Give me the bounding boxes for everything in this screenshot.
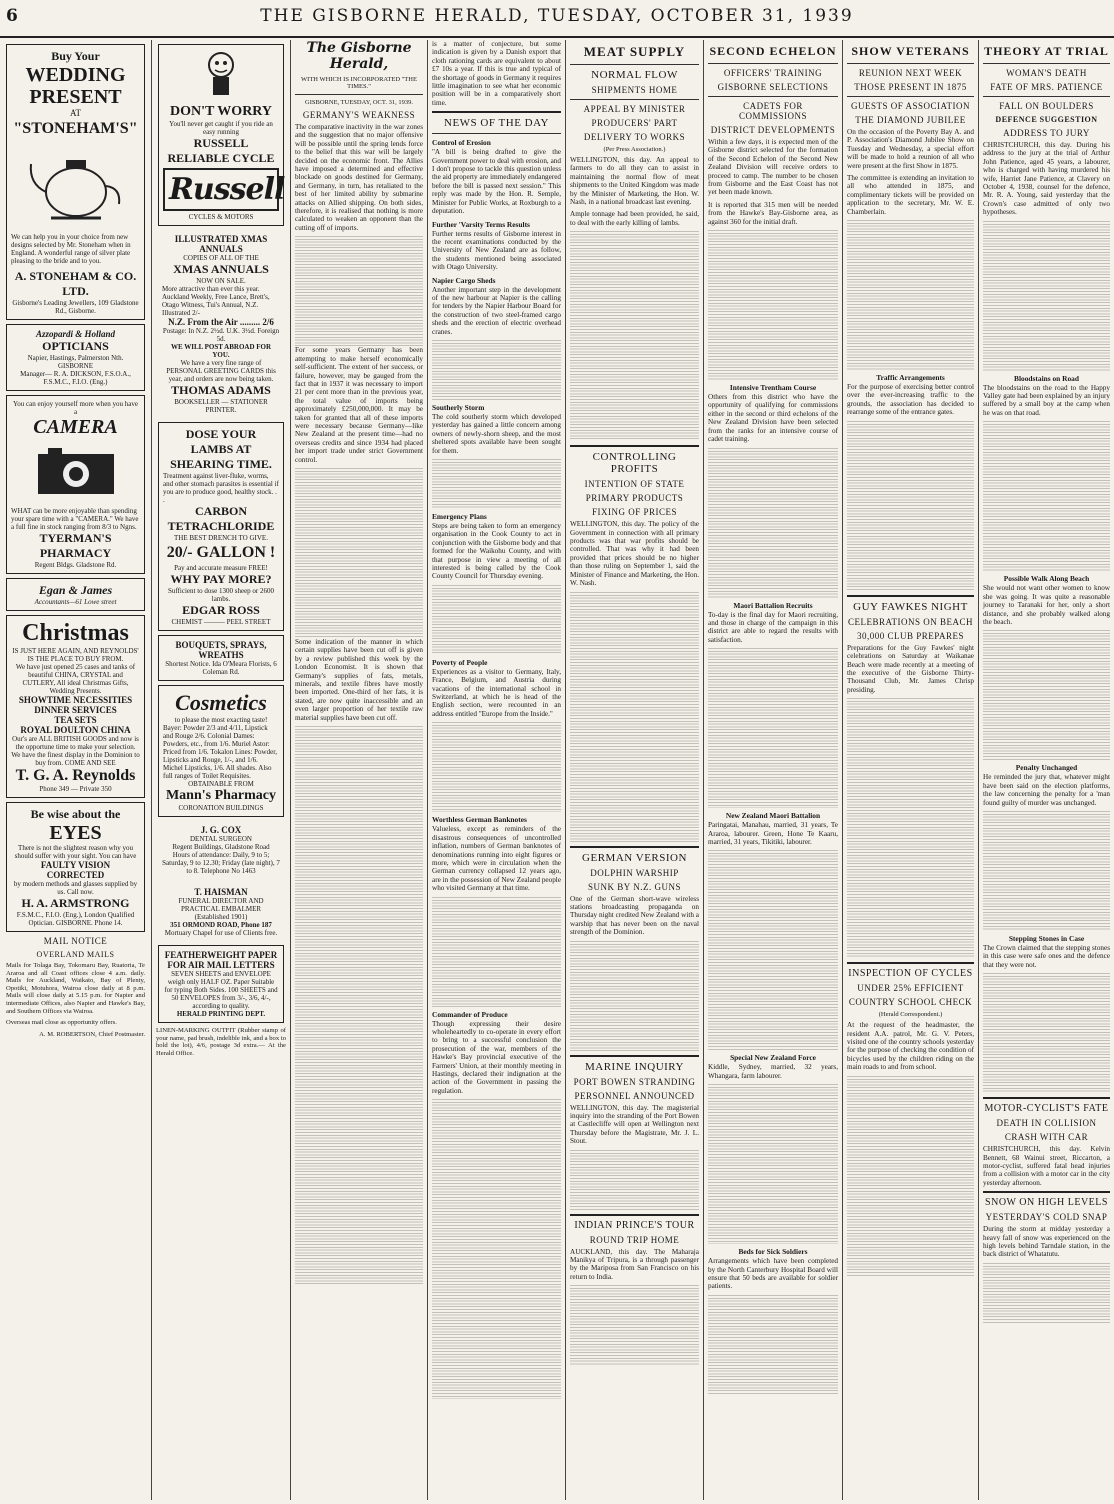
adams-ad-l3: XMAS ANNUALS (173, 262, 269, 276)
veterans-p1: On the occasion of the Poverty Bay A. and P. Association's Diamond Jubilee Show on Tuesday and Wednesday, a special effort will be made to hold a reunion of all who were present at the first Show in 1875. (847, 128, 974, 170)
russell-ad-headline: DON'T WORRY (169, 104, 273, 119)
profits-headline-2: INTENTION OF STATE (584, 479, 685, 490)
armstrong-faulty: FAULTY VISION CORRECTED (40, 860, 111, 880)
veterans-p2: The committee is extending an invitation to all who attended in 1875, and complimentary tickets will be provided on application to the secretary, Mr. W. E. Chamberlain. (847, 174, 974, 216)
paper-body: SEVEN SHEETS and ENVELOPE weigh only HALF OZ. Paper Suitable for typing Both Sides. 100 SHEETS and 50 ENVELOPES from 3/-, 3/6, 4/-, according to quality. (164, 970, 278, 1010)
azzopardi-ad-address: Napier, Hastings, Palmerston Nth. GISBORNE (27, 354, 124, 370)
echelon-headline-3: GISBORNE SELECTIONS (717, 82, 829, 92)
profits-p1: WELLINGTON, this day. The policy of the Government in connection with all primary products was that war profits should be controlled. That was why it had been provided that prices should be no higher than those ruling on September 1, said the Minister of Finance and Marketing, the Hon. W. Nash. (570, 520, 699, 588)
profits-headline-4: FIXING OF PRICES (591, 507, 677, 518)
adams-ad-post: Postage: In N.Z. 2½d. U.K. 3½d. Foreign 5d. (162, 327, 280, 343)
cycles-headline-3: COUNTRY SCHOOL CHECK (848, 997, 973, 1008)
adams-ad (158, 230, 284, 418)
echelon-sub-trentham: Intensive Trentham Course (729, 383, 817, 393)
armstrong-firm: H. A. ARMSTRONG (21, 896, 130, 910)
ross-ad-firm-sub: CHEMIST ——— PEEL STREET (171, 618, 271, 626)
stoneham-ad-buy: Buy Your (51, 49, 100, 63)
cox-ad (158, 821, 284, 879)
prince-p1: AUCKLAND, this day. The Maharaja Manikya of Tripura, is a through passenger by the Mariposa from San Francisco on his return to India. (570, 1247, 699, 1281)
guy-fawkes-headline-3: 30,000 CLUB PREPARES (857, 630, 964, 641)
adams-ad-post-2: WE WILL POST ABROAD FOR YOU. (170, 343, 272, 359)
armstrong-body: There is not the slightest reason why you should suffer with your sight. You can have (14, 844, 137, 860)
egan-ad (6, 578, 145, 611)
paper-headline: FEATHERWEIGHT PAPER FOR AIR MAIL LETTERS (164, 950, 278, 970)
reynolds-dinner: DINNER SERVICES (34, 705, 117, 715)
mann-firm: Mann's Pharmacy (165, 788, 277, 803)
armstrong-sub: F.S.M.C., F.I.O. (Eng.), London Qualified Optician. GISBORNE. Phone 14. (16, 911, 135, 927)
column-3-editorial (291, 40, 428, 1500)
echelon-sub-beds: Beds for Sick Soldiers (738, 1247, 808, 1257)
tyerman-ad-camera: CAMERA (33, 416, 118, 438)
reynolds-showtime: SHOWTIME NECESSITIES (18, 695, 133, 705)
cosmetics-lead: to please the most exacting taste! (174, 716, 268, 724)
ross-ad-why: WHY PAY MORE? (170, 572, 272, 586)
russell-ad (158, 44, 284, 226)
news-sub-erosion: Control of Erosion (432, 138, 491, 148)
haisman-ad (158, 883, 284, 941)
marine-headline-2: PORT BOWEN STRANDING (573, 1076, 696, 1087)
echelon-headline-4: CADETS FOR COMMISSIONS (738, 101, 808, 121)
stoneham-ad-store: "STONEHAM'S" (13, 120, 138, 137)
cycles-headline-1: INSPECTION OF CYCLES (848, 968, 973, 980)
news-body-napier: Another important step in the development of the new harbour at Napier is the calling for tenders by the Napier Harbour Board for the construction of two steel-framed cargo sheds and the erection of electric overhead cranes. (432, 285, 561, 336)
german-headline-2: DOLPHIN WARSHIP (590, 867, 679, 878)
echelon-headline-1: SECOND ECHELON (709, 44, 837, 58)
veterans-headline-1: SHOW VETERANS (851, 44, 970, 58)
trial-sub-beach: Possible Walk Along Beach (1003, 574, 1090, 584)
column-5-news (566, 40, 704, 1500)
tyerman-ad-lead: You can enjoy yourself more when you have a (12, 400, 139, 416)
cox-body: Hours of attendance: Daily, 9 to 5; Saturday, 9 to 12.30; Friday (late night), 7 to 8. Telephone No 1463 (162, 851, 280, 875)
news-sub-varsity: Further 'Varsity Terms Results (432, 219, 530, 229)
mail-notice-sign: A. M. ROBERTSON, Chief Postmaster. (39, 1030, 145, 1038)
trial-headline-1: THEORY AT TRIAL (984, 44, 1109, 58)
egan-ad-sub: Accountants—61 Lowe street (34, 598, 117, 606)
marine-headline-3: PERSONNEL ANNOUNCED (574, 1090, 695, 1101)
ross-ad (158, 422, 284, 631)
azzopardi-ad (6, 324, 145, 391)
trial-body-bloodstains: The bloodstains on the road to the Happy Valley gate had been explained by an injury suffered by a small boy at the camp when he was on that road. (983, 383, 1110, 417)
meat-headline-4: APPEAL BY MINISTER (583, 104, 686, 114)
veterans-sub-traffic: Traffic Arrangements (876, 373, 945, 383)
russell-ad-product: RUSSELL RELIABLE CYCLE (167, 136, 275, 165)
motorcyclist-headline-2: DEATH IN COLLISION (996, 1118, 1097, 1129)
cox-address: Regent Buildings, Gladstone Road (172, 843, 270, 851)
snow-headline-2: YESTERDAY'S COLD SNAP (985, 1212, 1108, 1223)
adams-ad-firm-sub: BOOKSELLER — STATIONER PRINTER. (174, 398, 268, 414)
news-body-storm: The cold southerly storm which developed yesterday has gained a little concern among owners of newly-shorn sheep, and the most sheltered spots available have been sought for them. (432, 412, 561, 455)
haisman-name: T. HAISMAN (194, 887, 248, 897)
column-4-news (428, 40, 566, 1500)
azzopardi-ad-manager: Manager— R. A. DICKSON, F.S.O.A., F.S.M.C., F.I.O. (Eng.) (20, 370, 131, 386)
herald-paper-ad (158, 945, 284, 1023)
cycles-byline: (Herald Correspondent.) (878, 1011, 943, 1019)
ross-ad-product: CARBON TETRACHLORIDE (167, 504, 275, 533)
german-p1: One of the German short-wave wireless stations broadcasting propaganda on Thursday night credited New Zealand with a warship that has never been on the naval strength of the Dominion. (570, 894, 699, 937)
florist-ad (158, 635, 284, 681)
stoneham-ad-headline: WEDDING PRESENT (25, 64, 126, 108)
tyerman-ad-firm: TYERMAN'S PHARMACY (39, 531, 112, 560)
tyerman-ad (6, 395, 145, 574)
adams-ad-price: N.Z. From the Air ......... 2/6 (168, 317, 274, 327)
cosmetics-obtain: OBTAINABLE FROM (188, 780, 254, 788)
stoneham-ad (6, 44, 145, 320)
prince-headline-1: INDIAN PRINCE'S TOUR (574, 1219, 695, 1231)
news-sub-emergency: Emergency Plans (432, 512, 487, 521)
echelon-sub-special: Special New Zealand Force (730, 1053, 816, 1063)
news-body-erosion: "A bill is being drafted to give the Government power to deal with erosion, and I don't propose to tackle this question unless the aid property are immediately endangered before the bill is passed next session." This reply was made by the Hon. R. Semple, Minister for Public Works, at Roxburgh to a deputation. (432, 148, 561, 216)
marine-headline-1: MARINE INQUIRY (585, 1060, 684, 1073)
echelon-headline-5: DISTRICT DEVELOPMENTS (710, 125, 836, 135)
haisman-body: Mortuary Chapel for use of Clients free. (164, 929, 278, 937)
veterans-headline-2: REUNION NEXT WEEK (858, 68, 963, 78)
trial-headline-5: DEFENCE SUGGESTION (995, 115, 1098, 124)
ross-ad-body-2: Sufficient to dose 1300 sheep or 2600 lambs. (167, 587, 275, 603)
reynolds-phone: Phone 349 — Private 350 (39, 785, 112, 793)
mascot-icon (191, 49, 251, 99)
ross-ad-price-sub: Pay and accurate measure FREE! (174, 564, 268, 572)
guy-fawkes-p1: Preparations for the Guy Fawkes' night celebrations on Saturday at Waikanae Beach were made recently at a meeting of the executive of the Gisborne Thirty-Thousand Club, Mr. James Chrisp presiding. (847, 643, 974, 694)
trial-p1: CHRISTCHURCH, this day. During his address to the jury at the trial of Arthur John Patience, aged 45 years, a labourer, who is charged with having murdered his wife, Harriet Jane Patience, at Clavery on October 4, 1938, counsel for the defence, Mr. R. A. Young, said yesterday that the Crown's case admitted of only two hypotheses. (983, 141, 1110, 217)
reynolds-body-1: IS JUST HERE AGAIN, AND REYNOLDS' IS THE PLACE TO BUY FROM. (12, 647, 139, 663)
russell-ad-body: You'll never get caught if you ride an easy running (169, 120, 273, 136)
kettle-icon (21, 144, 131, 224)
snow-p1: During the storm at midday yesterday a heavy fall of snow was experienced on the high levels behind Tarndale station, in the back district of Whatatutu. (983, 1225, 1110, 1259)
meat-p1: WELLINGTON, this day. An appeal to farmers to do all they can to assist in maintaining the normal flow of meat shipments to the United Kingdom was made by the Minister of Marketing, the Hon. W. Nash, in a national broadcast last evening. (570, 156, 699, 207)
azzopardi-ad-name: Azzopardi & Holland (35, 329, 116, 339)
stoneham-ad-body: We can help you in your choice from new designs selected by Mr. Stoneham when in England. A wonderful range of silver plate pleasing to the bride and to you. (11, 233, 131, 265)
column-2-ads (152, 40, 291, 1500)
cycles-headline-2: UNDER 25% EFFICIENT (857, 983, 964, 994)
german-headline-3: SUNK BY N.Z. GUNS (588, 881, 681, 892)
news-sub-banknotes: Worthless German Banknotes (432, 815, 527, 825)
armstrong-ad (6, 802, 145, 932)
news-of-the-day-title: NEWS OF THE DAY (444, 117, 549, 130)
trial-sub-penalty: Penalty Unchanged (1015, 763, 1078, 773)
camera-icon (28, 440, 124, 500)
meat-headline-6: DELIVERY TO WORKS (583, 132, 686, 142)
adams-ad-l4: NOW ON SALE. (196, 277, 246, 285)
trial-headline-4: FALL ON BOULDERS (999, 101, 1094, 111)
mail-notice-sub: OVERLAND MAILS (36, 950, 115, 959)
column-1-ads (0, 40, 152, 1500)
ross-ad-drench: THE BEST DRENCH TO GIVE. (174, 534, 268, 542)
newspaper-masthead (0, 0, 1114, 38)
profits-headline-3: PRIMARY PRODUCTS (585, 493, 684, 504)
reynolds-ad (6, 615, 145, 798)
haisman-address: 351 ORMOND ROAD, Phone 187 (170, 921, 272, 929)
mail-notice-body: Mails for Tolaga Bay, Tokomaru Bay, Ruatoria, Te Araroa and all Coast offices close 4 a.m. daily. Mails for Auckland, Waikato, Bay of Plenty, Opotiki, Motuhora, Wairoa close daily at 8 p.m. Mails will close daily at 5.15 p.m. for Napier and intermediate Offices, also Napier and Hawke's Bay, and Southern Offices via Wairoa. (6, 962, 145, 1015)
stoneham-ad-at: AT (70, 108, 81, 118)
mail-notice-title: MAIL NOTICE (43, 936, 108, 946)
adams-ad-firm: THOMAS ADAMS (171, 383, 271, 397)
adams-ad-l1: ILLUSTRATED XMAS ANNUALS (174, 234, 268, 254)
meat-headline-5: PRODUCERS' PART (591, 118, 678, 128)
cosmetics-body: Bayer: Powder 2/3 and 4/11, Lipstick and Rouge 2/6. Colonial Dames: Powders, etc., from 1/6. Muriel Astor: Priced from 1/6. Tokalon Lines: Powder, Lipsticks and Rouge, 1/-, and 1/6. Michel Lipsticks, 1/6. All shades. Also full ranges of Toilet Requisites. (163, 724, 277, 780)
meat-headline-2: NORMAL FLOW (591, 69, 678, 81)
veterans-headline-5: THE DIAMOND JUBILEE (855, 115, 966, 125)
trial-body-penalty: He reminded the jury that, whatever might have been said on the election platforms, the law concerning the penalty for a 'man found guilty of murder was unchanged. (983, 773, 1110, 807)
snow-headline-1: SNOW ON HIGH LEVELS (985, 1197, 1108, 1209)
echelon-body-maori: To-day is the final day for Maori recruiting, and those in charge of the campaign in this district are able to regard the results with satisfaction. (708, 610, 838, 644)
herald-small-masthead-sub: WITH WHICH IS INCORPORATED "THE TIMES." (301, 76, 417, 90)
reynolds-doulton: ROYAL DOULTON CHINA (20, 725, 131, 735)
editorial-p3: Some indication of the manner in which certain supplies have been cut off is given by a review published this week by the London Economist. It is shown that Germany's supplies of fats, metals, minerals, and textile fibres have mostly been imported. One-third of her fats, it is stated, are now quite inaccessible and an even larger proportion of her textile raw material supplies have been cut off. (295, 637, 423, 722)
trial-headline-3: FATE OF MRS. PATIENCE (990, 82, 1103, 92)
cox-trade: DENTAL SURGEON (190, 835, 252, 843)
column-8-news (979, 40, 1114, 1500)
echelon-body-trentham: Others from this district who have the opportunity of qualifying for commissions either in the second or third echelons of the New Zealand Division have been selected from the ranks for an intensive course of cadet training. (708, 393, 838, 444)
trial-sub-bloodstains: Bloodstains on Road (1014, 373, 1079, 383)
echelon-headline-2: OFFICERS' TRAINING (723, 68, 823, 78)
ross-ad-headline: DOSE YOUR LAMBS AT SHEARING TIME. (170, 427, 272, 471)
ross-ad-price: 20/- GALLON ! (166, 544, 276, 561)
echelon-p1: Within a few days, it is expected men of the Gisborne district selected for the formation of the Second Echelon of the Second New Zealand Division will receive orders to proceed to camp. The number to be chosen from Gisborne and the East Coast has not yet been made known. (708, 138, 838, 197)
trial-sub-stones: Stepping Stones in Case (1008, 933, 1085, 943)
veterans-headline-4: GUESTS OF ASSOCIATION (850, 101, 971, 111)
tyerman-ad-address: Regent Bldgs. Gladstone Rd. (34, 561, 117, 569)
echelon-body-battalion: Paringatai, Manahau, married, 31 years, Te Araroa, labourer. Green, Hone Te Kaaru, married, 31 years, Tikitiki, labourer. (708, 821, 838, 846)
editorial-dateline: GISBORNE, TUESDAY, OCT. 31, 1939. (305, 99, 413, 106)
florist-ad-headline: BOUQUETS, SPRAYS, WREATHS (175, 640, 267, 660)
mail-notice (6, 936, 145, 1038)
russell-logo-sub: CYCLES & MOTORS (188, 213, 254, 221)
news-body-poverty: Experiences as a visitor to Germany, Italy, France, Belgium, and Austria during vacations of the international school in Switzerland, at which he is head of the English section, were recounted in an address entitled "Europe from the Inside." (432, 667, 561, 718)
marine-p1: WELLINGTON, this day. The magisterial inquiry into the stranding of the Port Bowen at Castlecliffe will open at Wellington next Thursday before the Magistrate, Mr. J. L. Stout. (570, 1103, 699, 1146)
echelon-body-special: Kiddle, Sydney, married, 32 years, Whangara, farm labourer. (708, 1063, 838, 1080)
echelon-body-beds: Arrangements which have been completed by the North Canterbury Hospital Board will ensure that 50 beds are available for soldier patients. (708, 1257, 838, 1291)
mail-notice-body-2: Overseas mail close as opportunity offers. (6, 1019, 117, 1027)
trial-headline-2: WOMAN'S DEATH (1006, 68, 1087, 78)
veterans-headline-3: THOSE PRESENT IN 1875 (854, 82, 967, 92)
news-body-emergency: Steps are being taken to form an emergency organisation in the Cook County to act in conjunction with the Gisborne body and that formed for the Waikohu County, and with that purpose in view a meeting of all interested is being called by the Cook County Council for Thursday evening. (432, 522, 561, 581)
mann-ad (158, 685, 284, 817)
column-7-news (843, 40, 979, 1500)
page-number: 6 (6, 6, 18, 26)
adams-ad-cards: We have a very fine range of PERSONAL GREETING CARDS this year, and orders are now being taken. (166, 359, 276, 383)
armstrong-lead: Be wise about the (30, 807, 121, 821)
meat-headline-1: MEAT SUPPLY (583, 44, 686, 59)
news-body-banknotes: Valueless, except as reminders of the disastrous consequences of uncontrolled inflation, numbers of German banknotes of denominations running into eight figures or more, which were in circulation when the German currency collapsed 12 years ago, are in the possession of New Zealand people who visited Germany at that time. (432, 825, 561, 893)
azzopardi-ad-trade: OPTICIANS (42, 339, 109, 353)
meat-p2: Ample tonnage had been provided, he said, to deal with the early killing of lambs. (570, 210, 699, 227)
meat-headline-3: SHIPMENTS HOME (591, 85, 678, 95)
echelon-sub-battalion: New Zealand Maori Battalion (725, 811, 821, 821)
trial-headline-6: ADDRESS TO JURY (1003, 128, 1090, 138)
ross-ad-firm: EDGAR ROSS (182, 603, 260, 617)
haisman-est: (Established 1901) (194, 913, 248, 921)
editorial-continuation: is a matter of conjecture, but some indication is given by a Danish export that cloth rationing cards are equivalent to about £7 10s a year. If this is true and typical of the shortage of goods in Germany it requires little imagination to see what her economic position will be in a comparatively short time. (432, 40, 561, 107)
cosmetics-title: Cosmetics (175, 690, 267, 715)
news-body-produce: Though expressing their desire wholeheartedly to co-operate in every effort to bring to a successful conclusion the prosecution of the war, members of the Hawke's Bay provincial executive of the Farmers' Union, at their monthly meeting in Hastings, declared their indignation at the action of the Government in passing the regulation. (432, 1019, 561, 1095)
news-sub-napier: Napier Cargo Sheds (432, 275, 496, 285)
stoneham-ad-firm: A. STONEHAM & CO. LTD. (14, 269, 137, 298)
mann-firm-sub: CORONATION BUILDINGS (178, 804, 264, 812)
veterans-body-traffic: For the purpose of exercising better control over the ever-increasing traffic to the grounds, the association has decided to rearrange some of the entrance gates. (847, 383, 974, 417)
echelon-p2: It is reported that 315 men will be needed from the Hawke's Bay-Gisborne area, as against 360 for the initial draft. (708, 200, 838, 226)
news-sub-storm: Southerly Storm (432, 402, 485, 412)
russell-logo: Russell (163, 168, 279, 211)
florist-ad-body: Shortest Notice. Ida O'Meara Florists, 6 Coleman Rd. (165, 660, 277, 676)
trial-body-beach: She would not want other women to know she was going. It was quite a reasonable journey to Taranaki for her, only a short distance, and she probably walked along the beach. (983, 584, 1110, 626)
ross-ad-body: Treatment against liver-fluke, worms, and other stomach parasites is essential if you are to produce good, healthy stock. . . (163, 472, 279, 504)
german-headline-1: GERMAN VERSION (582, 851, 687, 864)
guy-fawkes-headline-2: CELEBRATIONS ON BEACH (847, 616, 973, 627)
newspaper-title: THE GISBORNE HERALD, TUESDAY, OCTOBER 31, 1939 (260, 6, 854, 26)
editorial-p2: For some years Germany has been attempting to make herself economically self-sufficient. The extent of her success, or failure, however, may be gauged from the fact that in 1937 it was necessary to import 21 per cent more than in the previous year, the total value of imports being approximately £250,000,000. It may be taken for granted that all of these imports were necessary because Germany—like New Zealand at the present time—had no overseas credits and since 1934 had placed her import trade under strict Government control. (295, 346, 423, 464)
adams-ad-body: More attractive than ever this year. Auckland Weekly, Free Lance, Brett's, Otago Witness, Tui's Annual, N.Z. Illustrated 2/- (162, 285, 270, 317)
adams-ad-l2: COPIES OF ALL OF THE (183, 254, 259, 262)
herald-small-masthead: The Gisborne Herald, (306, 40, 412, 72)
editorial-p1: The comparative inactivity in the war zones and the suggestion that no major offensive will be possible until the spring lends force to the belief that this war will be largely decided on the economic front. The Allies have imposed a determined and effective blockade on goods destined for Germany, and Germany, in turn, has retaliated to the best of her limited ability by submarine attacks on Allied shipping. On both sides, therefore, it is realised that nothing is more calculated to weaken an opponent than the cutting off of imports. (295, 123, 423, 232)
motorcyclist-headline-1: MOTOR-CYCLIST'S FATE (984, 1103, 1109, 1115)
profits-headline-1: CONTROLLING PROFITS (592, 451, 677, 476)
editorial-title: GERMANY'S WEAKNESS (302, 110, 416, 120)
motorcyclist-p1: CHRISTCHURCH, this day. Kelvin Bennett, 68 Wainui street, Riccarton, a motor-cyclist, suffered fatal head injuries from a collision with a motor car in the city yesterday afternoon. (983, 1145, 1110, 1187)
motorcyclist-headline-3: CRASH WITH CAR (1004, 1132, 1089, 1143)
news-sub-produce: Commander of Produce (432, 1009, 508, 1019)
reynolds-tea: TEA SETS (54, 715, 97, 725)
linen-marking-notice: LINEN-MARKING OUTFIT (Rubber stamp of your name, pad brush, indelible ink, and a box to hold the lot), 4/6, postage 3d extra.— At the Herald Office. (156, 1027, 286, 1057)
armstrong-eyes: EYES (49, 822, 102, 844)
column-6-news (704, 40, 843, 1500)
reynolds-firm: T. G. A. Reynolds (15, 767, 136, 784)
reynolds-body-3: Our's are ALL BRITISH GOODS and now is the opportune time to make your selection. We have the finest display in the Dominion to buy from. COME AND SEE (11, 735, 140, 767)
news-body-varsity: Further terms results of Gisborne interest in the recent examinations conducted by the University of New Zealand are as follow, the students mentioned being associated with Otago University. (432, 229, 561, 272)
christmas-title: Christmas (22, 620, 129, 646)
haisman-trade: FUNERAL DIRECTOR AND PRACTICAL EMBALMER (178, 897, 264, 913)
news-sub-poverty: Poverty of People (432, 657, 488, 667)
armstrong-body-2: by modern methods and glasses supplied by us. Call now. (13, 880, 138, 896)
stoneham-ad-address: Gisborne's Leading Jewellers, 109 Gladstone Rd., Gisborne. (12, 299, 139, 315)
cox-name: J. G. COX (200, 825, 242, 835)
guy-fawkes-headline-1: GUY FAWKES NIGHT (853, 600, 968, 613)
reynolds-body-2: We have just opened 25 cases and tanks of beautiful CHINA, CRYSTAL and CUTLERY, All ideal Christmas Gifts, Wedding Presents. (15, 663, 136, 695)
paper-firm: HERALD PRINTING DEPT. (176, 1010, 266, 1018)
egan-ad-name: Egan & James (38, 583, 113, 597)
trial-body-stones: The Crown claimed that the stepping stones in this case were safe ones and the defence that they were not. (983, 943, 1110, 969)
cycles-p1: At the request of the headmaster, the resident A.A. patrol, Mr. G. V. Peters, visited one of the country schools yesterday for the purpose of checking the condition of bicycles used by the children riding on the main roads to and from school. (847, 1021, 974, 1072)
tyerman-ad-body: WHAT can be more enjoyable than spending your spare time with a "CAMERA." We have a full fine in stock ranging from 8/3 to Ngns. (11, 507, 139, 531)
meat-byline: (Per Press Association.) (603, 146, 666, 153)
prince-headline-2: ROUND TRIP HOME (589, 1234, 680, 1245)
echelon-sub-maori: Maori Battalion Recruits (733, 600, 813, 610)
